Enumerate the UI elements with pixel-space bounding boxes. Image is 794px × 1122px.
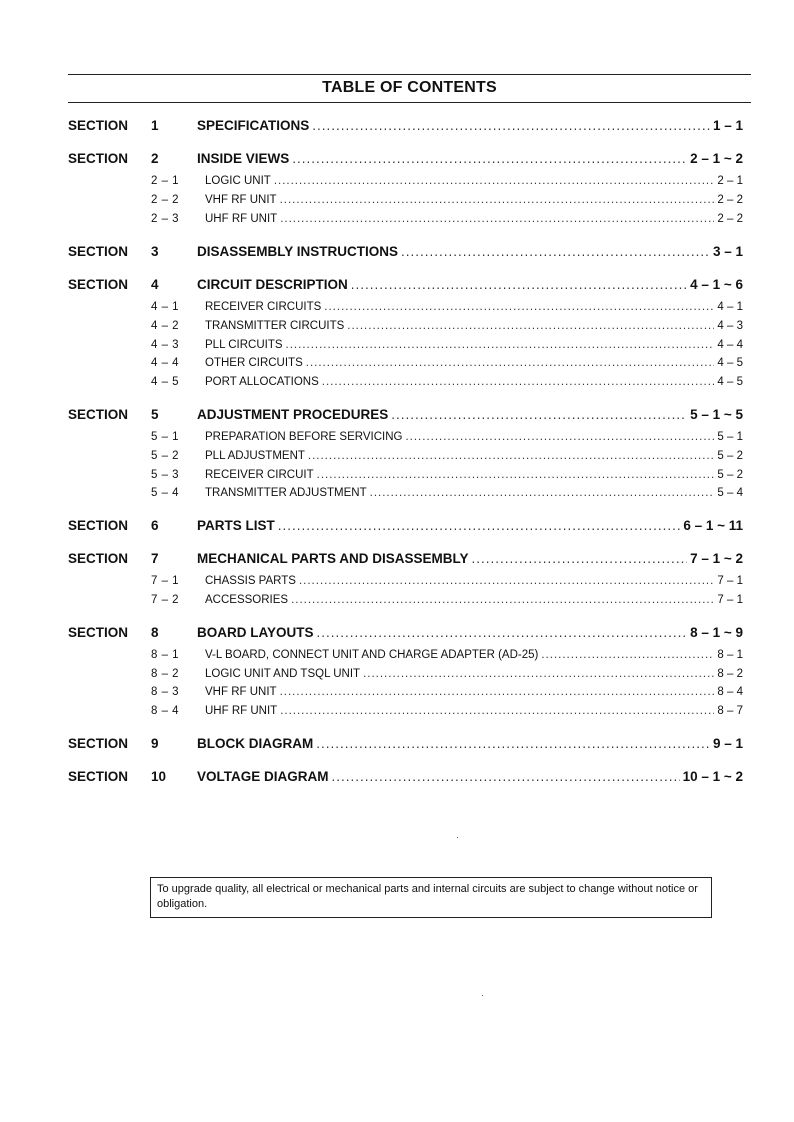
leader-dots: [322, 376, 715, 388]
section-number: 6: [151, 518, 159, 533]
section-page: 9 – 1: [712, 736, 743, 751]
leader-dots: [351, 277, 687, 292]
leader-dots: [401, 244, 710, 259]
section-label: SECTION: [68, 118, 129, 133]
subsection-row: [0, 469, 794, 487]
subsection-row: [0, 175, 794, 193]
subsection-page: 8 – 7: [717, 705, 743, 717]
subsection-title: UHF RF UNIT: [205, 705, 278, 717]
leader-dots: [370, 487, 715, 499]
section-number: 5: [151, 407, 159, 422]
section-9-row: [0, 736, 794, 754]
subsection-number: 8 – 3: [151, 686, 180, 698]
section-page: 10 – 1 ~ 2: [682, 769, 743, 784]
leader-dots: [324, 301, 714, 313]
leader-dots: [280, 686, 715, 698]
subsection-row: [0, 194, 794, 212]
subsection-number: 4 – 1: [151, 301, 180, 313]
section-6-row: [0, 518, 794, 536]
section-1-row: [0, 118, 794, 136]
leader-dots: [332, 769, 680, 784]
subsection-title: VHF RF UNIT: [205, 194, 277, 206]
notice-box: To upgrade quality, all electrical or mechanical parts and internal circuits are subject to change without notice or obligation.: [150, 877, 712, 918]
subsection-number: 4 – 4: [151, 357, 180, 369]
subsection-title: OTHER CIRCUITS: [205, 357, 303, 369]
subsection-title: TRANSMITTER CIRCUITS: [205, 320, 345, 332]
section-label: SECTION: [68, 625, 129, 640]
section-number: 7: [151, 551, 159, 566]
leader-dots: [286, 339, 715, 351]
subsection-page: 4 – 4: [717, 339, 743, 351]
subsection-page: 5 – 2: [717, 450, 743, 462]
subsection-number: 4 – 5: [151, 376, 180, 388]
section-page: 6 – 1 ~ 11: [683, 518, 743, 533]
section-number: 4: [151, 277, 159, 292]
subsection-page: 2 – 1: [717, 175, 743, 187]
section-4-row: [0, 277, 794, 295]
section-7-row: [0, 551, 794, 569]
leader-dots: [472, 551, 688, 566]
subsection-number: 8 – 2: [151, 668, 180, 680]
section-title-mechanical-parts: MECHANICAL PARTS AND DISASSEMBLY: [197, 551, 469, 566]
subsection-page: 8 – 1: [717, 649, 743, 661]
subsection-row: [0, 376, 794, 394]
subsection-number: 4 – 2: [151, 320, 180, 332]
subsection-page: 4 – 1: [717, 301, 743, 313]
section-title-board-layouts: BOARD LAYOUTS: [197, 625, 314, 640]
leader-dots: [274, 175, 715, 187]
subsection-title: PORT ALLOCATIONS: [205, 376, 319, 388]
subsection-title: PLL ADJUSTMENT: [205, 450, 305, 462]
subsection-page: 8 – 2: [717, 668, 743, 680]
leader-dots: [280, 213, 714, 225]
subsection-title: CHASSIS PARTS: [205, 575, 296, 587]
subsection-number: 5 – 2: [151, 450, 180, 462]
page-title: TABLE OF CONTENTS: [322, 79, 497, 96]
subsection-row: [0, 686, 794, 704]
leader-dots: [405, 431, 714, 443]
section-page: 7 – 1 ~ 2: [690, 551, 743, 566]
subsection-page: 5 – 4: [717, 487, 743, 499]
subsection-title: ACCESSORIES: [205, 594, 289, 606]
subsection-page: 4 – 5: [717, 376, 743, 388]
subsection-row: [0, 213, 794, 231]
subsection-row: [0, 450, 794, 468]
subsection-page: 2 – 2: [717, 194, 743, 206]
leader-dots: [317, 469, 715, 481]
section-page: 8 – 1 ~ 9: [690, 625, 743, 640]
subsection-page: 5 – 1: [717, 431, 743, 443]
section-number: 10: [151, 769, 167, 784]
section-label: SECTION: [68, 407, 129, 422]
subsection-page: 7 – 1: [717, 575, 743, 587]
section-title-circuit-description: CIRCUIT DESCRIPTION: [197, 277, 348, 292]
section-8-row: [0, 625, 794, 643]
section-title-disassembly: DISASSEMBLY INSTRUCTIONS: [197, 244, 399, 259]
subsection-title: LOGIC UNIT: [205, 175, 271, 187]
subsection-page: 4 – 5: [717, 357, 743, 369]
section-number: 9: [151, 736, 159, 751]
section-label: SECTION: [68, 769, 129, 784]
section-label: SECTION: [68, 151, 129, 166]
section-label: SECTION: [68, 551, 129, 566]
leader-dots: [280, 194, 715, 206]
scan-speck: [482, 995, 483, 996]
leader-dots: [306, 357, 715, 369]
section-number: 8: [151, 625, 159, 640]
section-title-adjustment: ADJUSTMENT PROCEDURES: [197, 407, 389, 422]
leader-dots: [541, 649, 714, 661]
section-3-row: [0, 244, 794, 262]
section-page: 2 – 1 ~ 2: [690, 151, 743, 166]
subsection-title: V-L BOARD, CONNECT UNIT AND CHARGE ADAPTER (AD-25): [205, 649, 539, 661]
subsection-row: [0, 649, 794, 667]
section-5-row: [0, 407, 794, 425]
leader-dots: [316, 736, 710, 751]
subsection-row: [0, 301, 794, 319]
subsection-number: 5 – 4: [151, 487, 180, 499]
section-page: 3 – 1: [712, 244, 743, 259]
subsection-number: 8 – 1: [151, 649, 180, 661]
subsection-row: [0, 594, 794, 612]
subsection-title: RECEIVER CIRCUITS: [205, 301, 322, 313]
section-label: SECTION: [68, 518, 129, 533]
subsection-title: PLL CIRCUITS: [205, 339, 283, 351]
section-title-parts-list: PARTS LIST: [197, 518, 275, 533]
subsection-title: VHF RF UNIT: [205, 686, 277, 698]
subsection-number: 5 – 1: [151, 431, 180, 443]
section-page: 5 – 1 ~ 5: [690, 407, 743, 422]
subsection-number: 2 – 2: [151, 194, 180, 206]
subsection-row: [0, 575, 794, 593]
section-page: 1 – 1: [712, 118, 743, 133]
leader-dots: [308, 450, 715, 462]
section-title-inside-views: INSIDE VIEWS: [197, 151, 290, 166]
leader-dots: [391, 407, 687, 422]
leader-dots: [291, 594, 714, 606]
subsection-page: 5 – 2: [717, 469, 743, 481]
subsection-row: [0, 357, 794, 375]
subsection-title: RECEIVER CIRCUIT: [205, 469, 314, 481]
section-title-block-diagram: BLOCK DIAGRAM: [197, 736, 314, 751]
leader-dots: [317, 625, 688, 640]
subsection-title: LOGIC UNIT AND TSQL UNIT: [205, 668, 361, 680]
leader-dots: [292, 151, 687, 166]
subsection-page: 4 – 3: [717, 320, 743, 332]
section-label: SECTION: [68, 736, 129, 751]
section-label: SECTION: [68, 244, 129, 259]
top-rule: [68, 74, 751, 75]
section-label: SECTION: [68, 277, 129, 292]
subsection-number: 5 – 3: [151, 469, 180, 481]
subsection-page: 8 – 4: [717, 686, 743, 698]
leader-dots: [363, 668, 714, 680]
subsection-page: 2 – 2: [717, 213, 743, 225]
leader-dots: [278, 518, 681, 533]
title-underline: [68, 102, 751, 103]
subsection-number: 2 – 3: [151, 213, 180, 225]
subsection-title: TRANSMITTER ADJUSTMENT: [205, 487, 367, 499]
subsection-number: 7 – 1: [151, 575, 180, 587]
subsection-title: UHF RF UNIT: [205, 213, 278, 225]
subsection-page: 7 – 1: [717, 594, 743, 606]
subsection-row: [0, 431, 794, 449]
section-number: 1: [151, 118, 159, 133]
subsection-number: 4 – 3: [151, 339, 180, 351]
leader-dots: [299, 575, 714, 587]
subsection-number: 8 – 4: [151, 705, 180, 717]
subsection-row: [0, 705, 794, 723]
section-10-row: [0, 769, 794, 787]
section-title-voltage-diagram: VOLTAGE DIAGRAM: [197, 769, 329, 784]
section-number: 2: [151, 151, 159, 166]
subsection-row: [0, 668, 794, 686]
subsection-row: [0, 320, 794, 338]
subsection-row: [0, 487, 794, 505]
subsection-row: [0, 339, 794, 357]
leader-dots: [312, 118, 710, 133]
subsection-number: 2 – 1: [151, 175, 180, 187]
section-number: 3: [151, 244, 159, 259]
scan-speck: [457, 837, 458, 838]
subsection-number: 7 – 2: [151, 594, 180, 606]
leader-dots: [347, 320, 714, 332]
section-title-specifications: SPECIFICATIONS: [197, 118, 310, 133]
leader-dots: [280, 705, 714, 717]
section-page: 4 – 1 ~ 6: [690, 277, 743, 292]
section-2-row: [0, 151, 794, 169]
subsection-title: PREPARATION BEFORE SERVICING: [205, 431, 403, 443]
